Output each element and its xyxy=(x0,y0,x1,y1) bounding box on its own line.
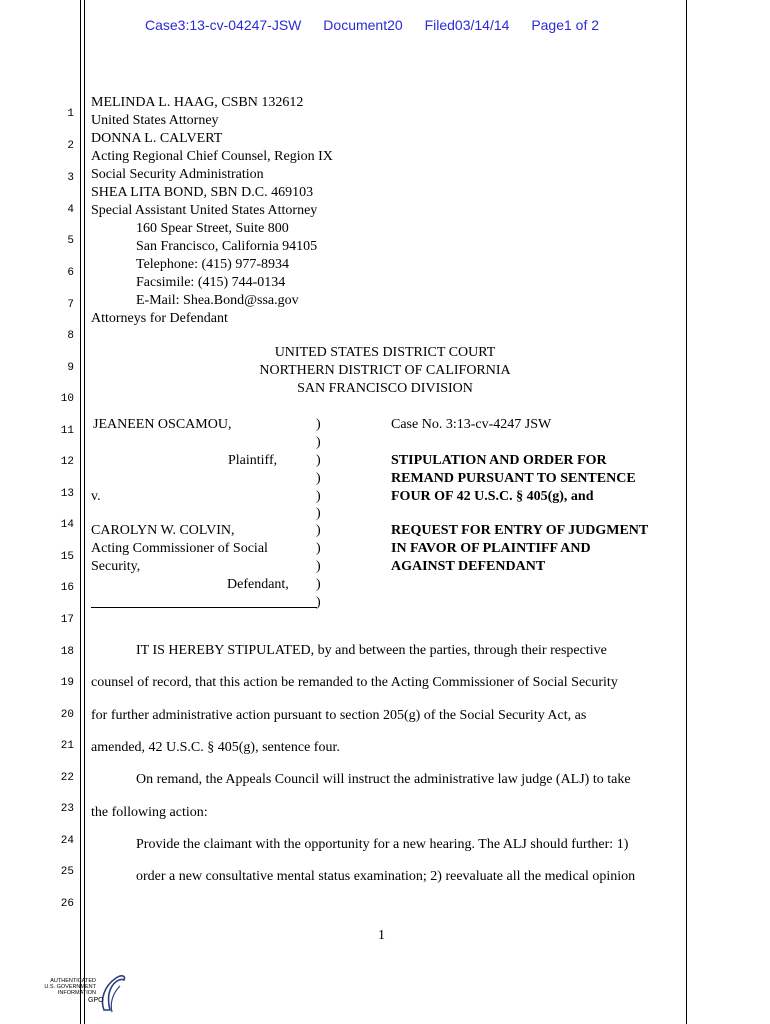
counsel-line: SHEA LITA BOND, SBN D.C. 469103 xyxy=(91,185,314,200)
body-line: the following action: xyxy=(91,805,208,820)
line-number: 21 xyxy=(60,740,74,752)
paren: ) xyxy=(316,559,321,574)
counsel-line: United States Attorney xyxy=(91,113,219,128)
line-number: 22 xyxy=(60,772,74,784)
defendant-title: Acting Commissioner of Social xyxy=(91,541,268,556)
document-title: IN FAVOR OF PLAINTIFF AND xyxy=(391,541,591,556)
address-line: 160 Spear Street, Suite 800 xyxy=(136,221,289,236)
paren: ) xyxy=(316,453,321,468)
line-number: 15 xyxy=(60,551,74,563)
address-line: San Francisco, California 94105 xyxy=(136,239,318,254)
margin-rule-right xyxy=(686,0,687,1024)
line-number: 10 xyxy=(60,393,74,405)
header-case: Case3:13-cv-04247-JSW xyxy=(145,17,302,33)
body-line: order a new consultative mental status examination; 2) reevaluate all the medical opinion xyxy=(136,869,636,884)
line-number: 4 xyxy=(67,204,74,216)
email: E-Mail: Shea.Bond@ssa.gov xyxy=(136,293,299,308)
counsel-line: DONNA L. CALVERT xyxy=(91,131,223,146)
counsel-line: Special Assistant United States Attorney xyxy=(91,203,318,218)
gpo-label: GPO xyxy=(88,997,104,1004)
versus: v. xyxy=(91,489,101,504)
body-line: amended, 42 U.S.C. § 405(g), sentence four. xyxy=(91,740,340,755)
line-number: 7 xyxy=(67,299,74,311)
line-number: 23 xyxy=(60,803,74,815)
line-number: 1 xyxy=(67,108,74,120)
line-number: 16 xyxy=(60,582,74,594)
document-title: STIPULATION AND ORDER FOR xyxy=(391,453,607,468)
paren: ) xyxy=(316,417,321,432)
line-number: 18 xyxy=(60,646,74,658)
gpo-authentication-seal xyxy=(40,968,130,1020)
ecf-header xyxy=(145,17,617,33)
header-document: Document20 xyxy=(323,17,403,33)
paren: ) xyxy=(316,489,321,504)
line-number: 5 xyxy=(67,235,74,247)
paren: ) xyxy=(316,577,321,592)
line-number: 24 xyxy=(60,835,74,847)
defendant-title: Security, xyxy=(91,559,141,574)
header-filed: Filed03/14/14 xyxy=(424,17,510,33)
line-number: 25 xyxy=(60,866,74,878)
document-title: AGAINST DEFENDANT xyxy=(391,559,546,574)
line-number: 17 xyxy=(60,614,74,626)
paren: ) xyxy=(316,541,321,556)
document-title: REQUEST FOR ENTRY OF JUDGMENT xyxy=(391,523,649,538)
page-number: 1 xyxy=(378,928,385,943)
line-number: 9 xyxy=(67,362,74,374)
defendant-name: CAROLYN W. COLVIN, xyxy=(91,523,235,538)
attorneys-for: Attorneys for Defendant xyxy=(91,311,228,326)
counsel-line: Social Security Administration xyxy=(91,167,264,182)
facsimile: Facsimile: (415) 744-0134 xyxy=(136,275,286,290)
line-number: 3 xyxy=(67,172,74,184)
paren: ) xyxy=(316,523,321,538)
line-number: 2 xyxy=(67,140,74,152)
line-number: 20 xyxy=(60,709,74,721)
body-line: for further administrative action pursuant to section 205(g) of the Social Security Act, as xyxy=(91,708,587,723)
case-number: Case No. 3:13-cv-4247 JSW xyxy=(391,417,552,432)
plaintiff-role: Plaintiff, xyxy=(228,453,278,468)
body-line: On remand, the Appeals Council will instruct the administrative law judge (ALJ) to take xyxy=(136,772,631,787)
court-division: SAN FRANCISCO DIVISION xyxy=(297,381,473,396)
body-line: IT IS HEREBY STIPULATED, by and between the parties, through their respective xyxy=(136,643,607,658)
document-title: FOUR OF 42 U.S.C. § 405(g), and xyxy=(391,489,594,504)
paren: ) xyxy=(316,435,321,450)
body-line: counsel of record, that this action be remanded to the Acting Commissioner of Social Security xyxy=(91,675,618,690)
court-district: NORTHERN DISTRICT OF CALIFORNIA xyxy=(259,363,511,378)
defendant-role: Defendant, xyxy=(227,577,289,592)
margin-rule-left-outer xyxy=(80,0,81,1024)
line-number: 8 xyxy=(67,330,74,342)
gpo-seal-text: AUTHENTICATED U.S. GOVERNMENT INFORMATION xyxy=(44,978,96,996)
margin-rule-left-inner xyxy=(84,0,85,1024)
line-number: 12 xyxy=(60,456,74,468)
eagle-icon xyxy=(98,970,128,1016)
counsel-line: Acting Regional Chief Counsel, Region IX xyxy=(91,149,333,164)
header-page: Page1 of 2 xyxy=(531,17,600,33)
paren: ) xyxy=(316,506,321,521)
line-number: 6 xyxy=(67,267,74,279)
telephone: Telephone: (415) 977-8934 xyxy=(136,257,289,272)
document-title: REMAND PURSUANT TO SENTENCE xyxy=(391,471,636,486)
caption-underline xyxy=(91,607,317,608)
body-line: Provide the claimant with the opportunity for a new hearing. The ALJ should further: 1) xyxy=(136,837,629,852)
plaintiff-name: JEANEEN OSCAMOU, xyxy=(93,417,232,432)
line-number: 26 xyxy=(60,898,74,910)
court-name: UNITED STATES DISTRICT COURT xyxy=(274,345,496,360)
line-number: 11 xyxy=(60,425,74,437)
paren: ) xyxy=(316,471,321,486)
line-number: 13 xyxy=(60,488,74,500)
line-number: 14 xyxy=(60,519,74,531)
counsel-line: MELINDA L. HAAG, CSBN 132612 xyxy=(91,95,304,110)
line-number: 19 xyxy=(60,677,74,689)
paren: ) xyxy=(316,595,321,610)
